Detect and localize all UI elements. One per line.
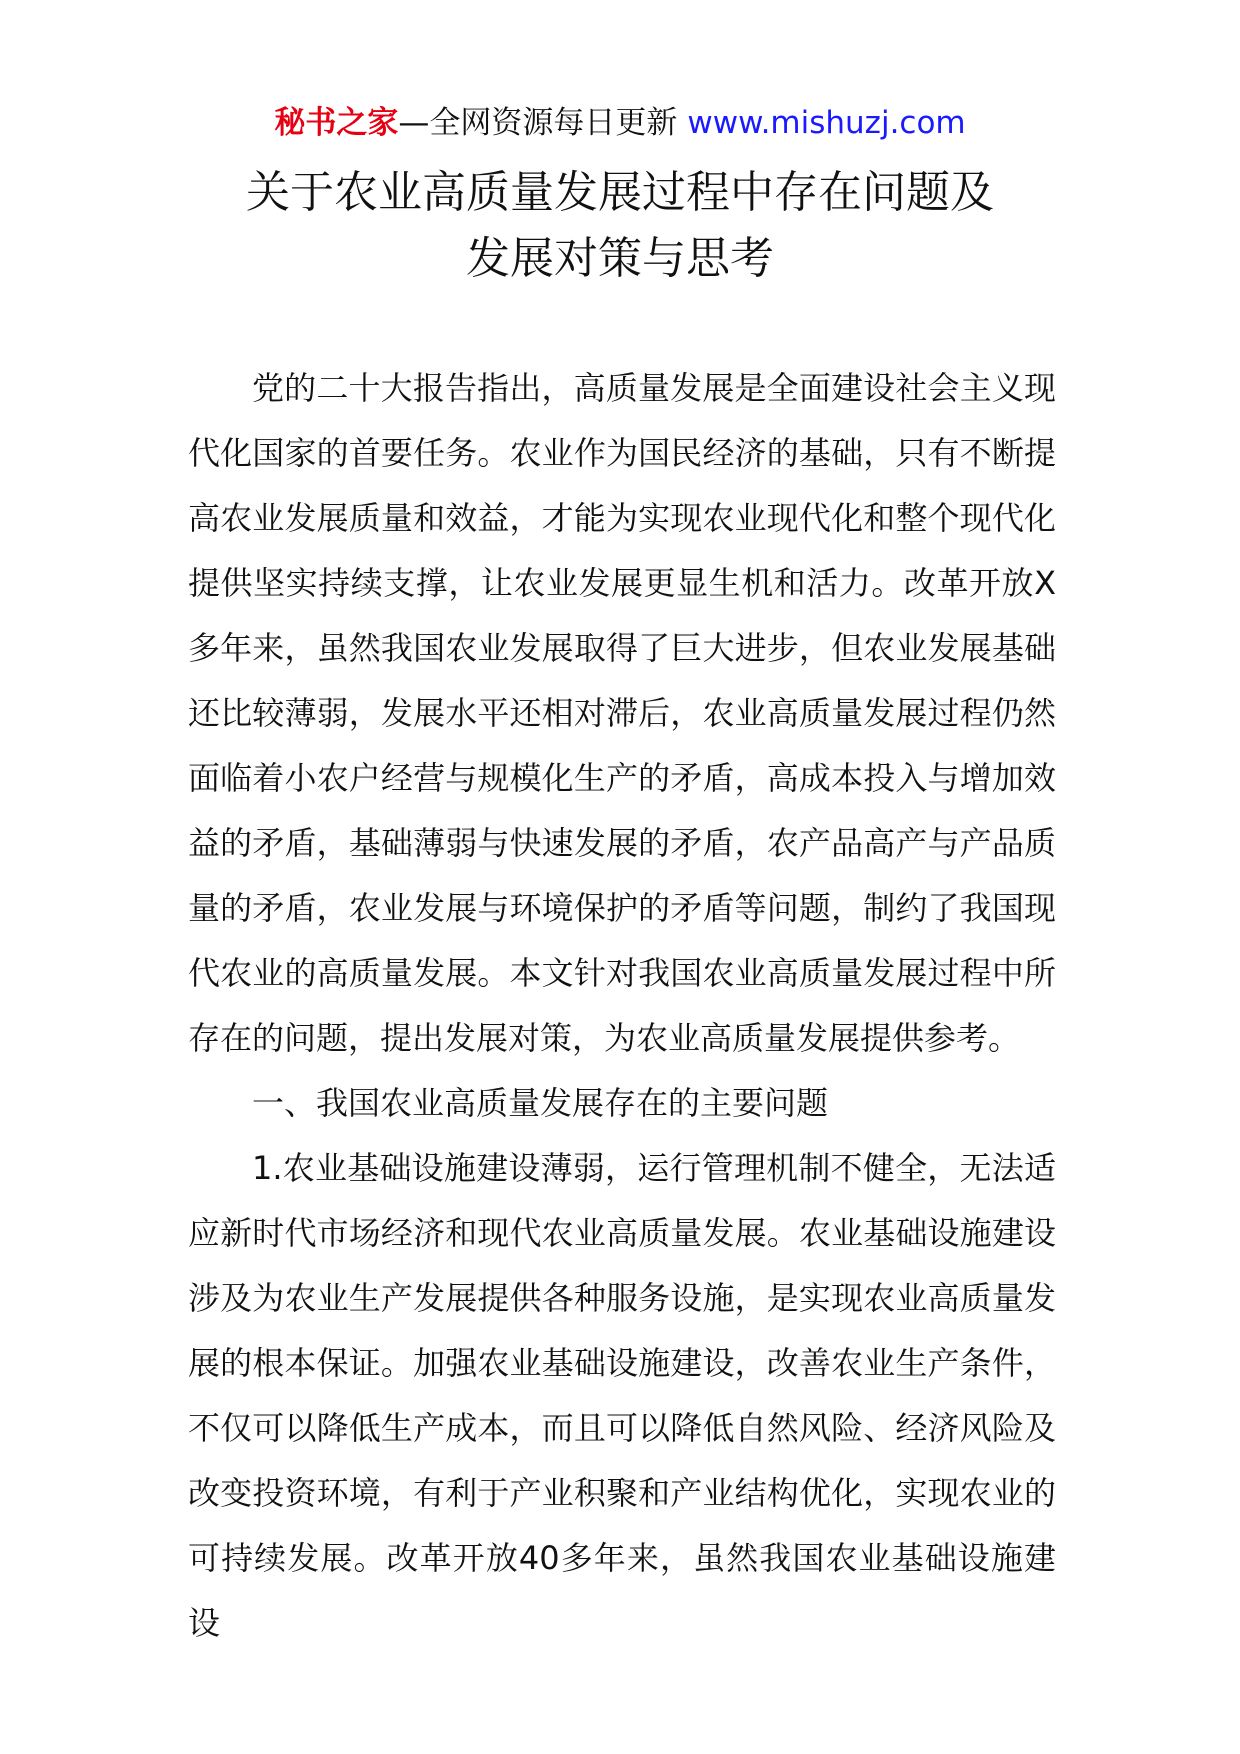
document-body — [188, 356, 1056, 1656]
document-title — [0, 160, 1240, 292]
site-url-link[interactable]: www.mishuzj.com — [687, 105, 966, 141]
title-line-2: 发展对策与思考 — [466, 233, 774, 284]
section-heading: 一、我国农业高质量发展存在的主要问题 — [252, 1084, 829, 1122]
title-line-1: 关于农业高质量发展过程中存在问题及 — [246, 167, 994, 218]
brand-name: 秘书之家 — [274, 105, 399, 141]
intro-paragraph: 党的二十大报告指出，高质量发展是全面建设社会主义现代化国家的首要任务。农业作为国民经济的基础，只有不断提高农业发展质量和效益，才能为实现农业现代化和整个现代化提供坚实持续支撑，让农业发展更显生机和活力。改革开放X多年来，虽然我国农业发展取得了巨大进步，但农业发展基础还比较薄弱，发展水平还相对滞后，农业高质量发展过程仍然面临着小农户经营与规模化生产的矛盾，高成本投入与增加效益的矛盾，基础薄弱与快速发展的矛盾，农产品高产与产品质量的矛盾，农业发展与环境保护的矛盾等问题，制约了我国现代农业的高质量发展。本文针对我国农业高质量发展过程中所存在的问题，提出发展对策，为农业高质量发展提供参考。 — [188, 369, 1056, 1057]
site-header — [0, 101, 1240, 145]
body-paragraph: 1.农业基础设施建设薄弱，运行管理机制不健全，无法适应新时代市场经济和现代农业高质量发展。农业基础设施建设涉及为农业生产发展提供各种服务设施，是实现农业高质量发展的根本保证。加强农业基础设施建设，改善农业生产条件，不仅可以降低生产成本，而且可以降低自然风险、经济风险及改变投资环境，有利于产业积聚和产业结构优化，实现农业的可持续发展。改革开放40多年来，虽然我国农业基础设施建设 — [188, 1149, 1056, 1642]
header-tagline: —全网资源每日更新 — [398, 105, 678, 141]
